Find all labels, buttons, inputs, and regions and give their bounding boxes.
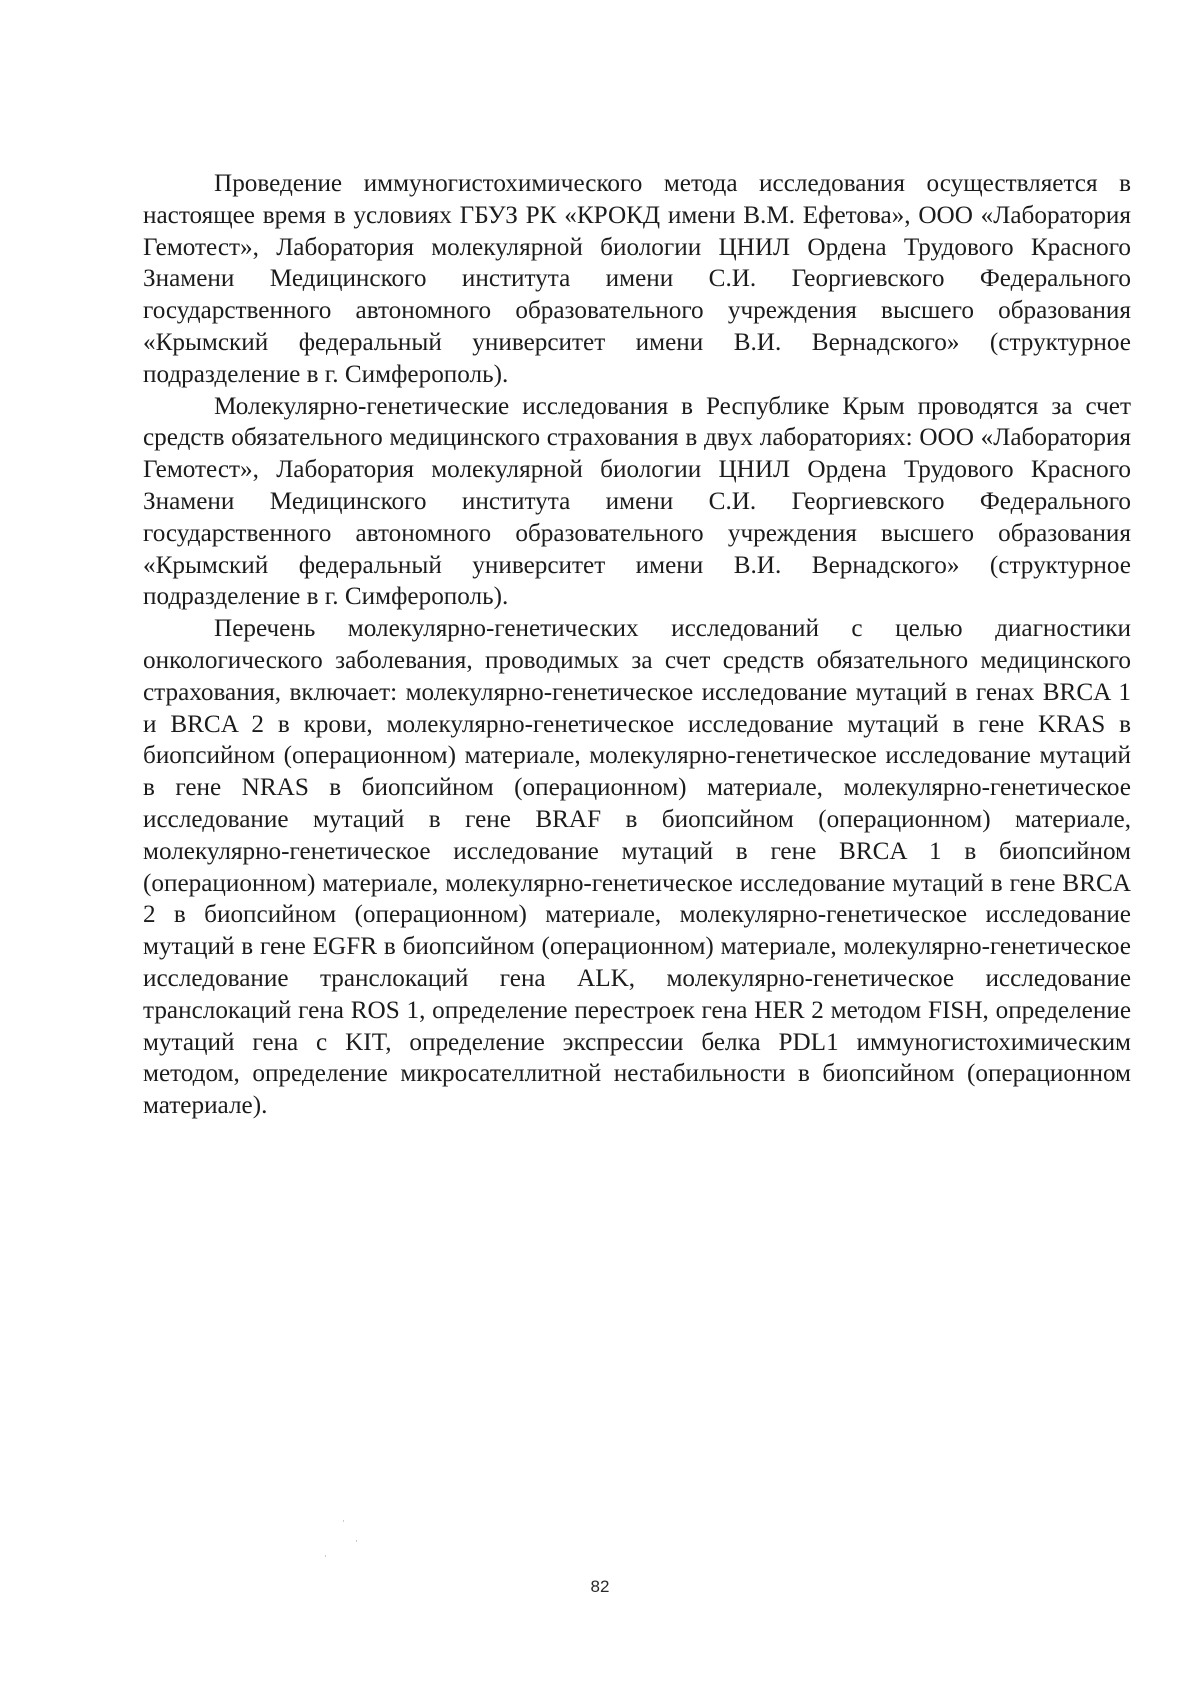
paragraph-molecular-genetic-labs: Молекулярно-генетические исследования в Республике Крым проводятся за счет средств обязательного медицинского страхования в двух лабораториях: ООО «Лаборатория Гемотест», Лаборатория молекулярной биологии ЦНИЛ Ордена Трудового Красного Знамени Медицинского института имени С.И. Георгиевского Федерального государственного автономного образовательного учреждения высшего образования «Крымский федеральный университет имени В.И. Вернадского» (структурное подразделение в г. Симферополь). [143, 392, 1131, 611]
scan-speck: · [342, 1517, 345, 1527]
paragraph-ihc-labs: Проведение иммуногистохимического метода исследования осуществляется в настоящее время в условиях ГБУЗ РК «КРОКД имени В.М. Ефетова», ООО «Лаборатория Гемотест», Лаборатория молекулярной биологии ЦНИЛ Ордена Трудового Красного Знамени Медицинского института имени С.И. Георгиевского Федерального государственного автономного образовательного учреждения высшего образования «Крымский федеральный университет имени В.И. Вернадского» (структурное подразделение в г. Симферополь). [143, 170, 1131, 388]
document-body [143, 168, 1131, 1122]
scan-speck: · [355, 1537, 358, 1547]
paragraph-test-list: Перечень молекулярно-генетических исследований с целью диагностики онкологического заболевания, проводимых за счет средств обязательного медицинского страхования, включает: молекулярно-генетическое исследование мутаций в генах BRCA 1 и BRCA 2 в крови, молекулярно-генетическое исследование мутаций в гене KRAS в биопсийном (операционном) материале, молекулярно-генетическое исследование мутаций в гене NRAS в биопсийном (операционном) материале, молекулярно-генетическое исследование мутаций в гене BRAF в биопсийном (операционном) материале, молекулярно-генетическое исследование мутаций в гене BRCA 1 в биопсийном (операционном) материале, молекулярно-генетическое исследование мутаций в гене BRCA 2 в биопсийном (операционном) материале, молекулярно-генетическое исследование мутаций в гене EGFR в биопсийном (операционном) материале, молекулярно-генетическое исследование транслокаций гена ALK, молекулярно-генетическое исследование транслокаций гена ROS 1, определение перестроек гена HER 2 методом FISH, определение мутаций гена с KIT, определение экспрессии белка PDL1 иммуногистохимическим методом, определение микросателлитной нестабильности в биопсийном (операционном материале). [143, 615, 1131, 1120]
page-number: 82 [590, 1577, 610, 1596]
scan-speck: · [324, 1552, 327, 1562]
